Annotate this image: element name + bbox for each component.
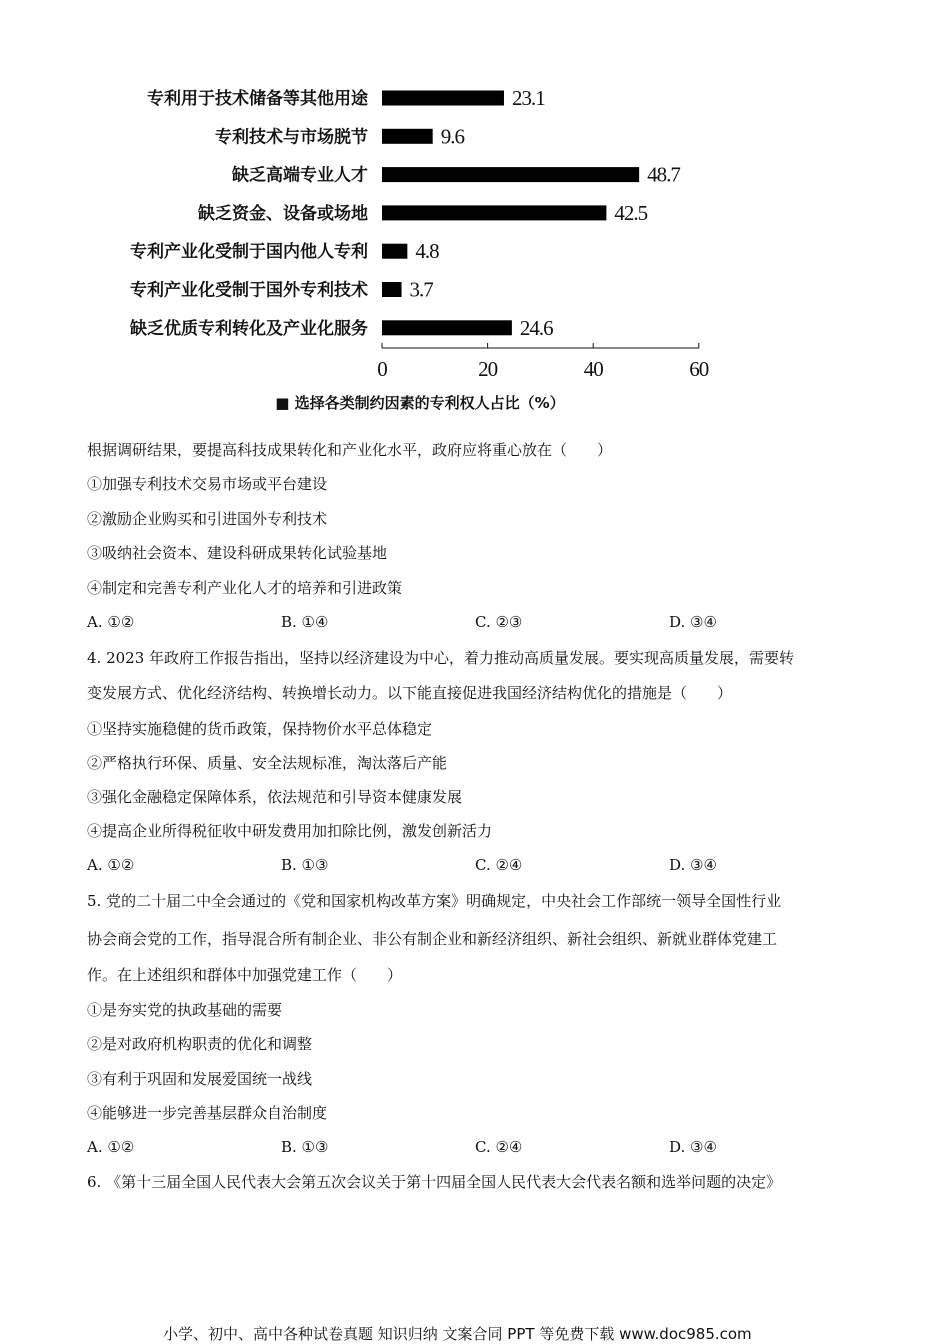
q5-option-a: A. ①②: [87, 1138, 135, 1156]
q6-stem-line-1: 6. 《第十三届全国人民代表大会第五次会议关于第十四届全国人民代表大会代表名额和选举问题的决定》: [87, 1173, 782, 1191]
bar: [382, 205, 606, 220]
q3-option-c: C. ②③: [475, 613, 523, 631]
bar: [382, 320, 512, 335]
data-label: 48.7: [647, 162, 680, 187]
q4-stem-line-2: 变发展方式、优化经济结构、转换增长动力。以下能直接促进我国经济结构优化的措施是（ ）: [87, 684, 733, 702]
x-tick-label: 60: [689, 357, 709, 381]
q3-stem: 根据调研结果，要提高科技成果转化和产业化水平，政府应将重心放在（ ）: [87, 441, 613, 459]
q3-option-b: B. ①④: [281, 613, 329, 631]
category-label: 专利用于技术储备等其他用途: [147, 89, 368, 109]
q5-stem-line-2: 协会商会党的工作，指导混合所有制企业、非公有制企业和新经济组织、新社会组织、新就业群体党建工: [87, 930, 778, 948]
q5-item-1: ①是夯实党的执政基础的需要: [87, 1001, 283, 1019]
q4-option-c: C. ②④: [475, 856, 523, 874]
x-tick-label: 0: [377, 357, 387, 381]
q4-item-4: ④提高企业所得税征收中研发费用加扣除比例，激发创新活力: [87, 822, 493, 840]
bar: [382, 129, 433, 144]
q5-stem-line-1: 5. 党的二十届二中全会通过的《党和国家机构改革方案》明确规定，中央社会工作部统一领导全国性行业: [87, 892, 782, 910]
category-label: 专利技术与市场脱节: [215, 127, 368, 148]
data-label: 9.6: [440, 124, 464, 149]
data-label: 24.6: [519, 315, 553, 340]
q5-option-b: B. ①③: [281, 1138, 329, 1156]
bar: [382, 91, 504, 106]
bar: [382, 282, 402, 297]
q5-item-2: ②是对政府机构职责的优化和调整: [87, 1035, 313, 1053]
footer-text: 小学、初中、高中各种试卷真题 知识归纳 文案合同 PPT 等免费下载 www.doc985.com: [163, 1325, 752, 1343]
data-label: 23.1: [511, 86, 545, 110]
x-tick-label: 20: [478, 357, 498, 381]
category-label: 专利产业化受制于国内他人专利: [130, 242, 368, 263]
q4-option-a: A. ①②: [87, 856, 135, 874]
data-label: 3.7: [409, 277, 433, 302]
q3-item-1: ①加强专利技术交易市场或平台建设: [87, 475, 328, 493]
category-label: 缺乏高端专业人才: [232, 165, 368, 186]
x-tick-label: 40: [583, 357, 603, 381]
q4-option-b: B. ①③: [281, 856, 329, 874]
q3-item-3: ③吸纳社会资本、建设科研成果转化试验基地: [87, 544, 388, 562]
q5-item-3: ③有利于巩固和发展爱国统一战线: [87, 1070, 313, 1088]
data-label: 42.5: [614, 200, 648, 225]
q5-option-c: C. ②④: [475, 1138, 523, 1156]
q4-stem-line-1: 4. 2023 年政府工作报告指出，坚持以经济建设为中心，着力推动高质量发展。要实现高质量发展，需要转: [87, 649, 795, 667]
q3-item-4: ④制定和完善专利产业化人才的培养和引进政策: [87, 579, 403, 597]
data-label: 4.8: [415, 239, 439, 264]
q5-option-d: D. ③④: [669, 1138, 717, 1156]
q3-option-a: A. ①②: [87, 613, 135, 631]
q4-item-1: ①坚持实施稳健的货币政策，保持物价水平总体稳定: [87, 720, 433, 738]
q3-item-2: ②激励企业购买和引进国外专利技术: [87, 510, 328, 528]
q5-stem-line-3: 作。在上述组织和群体中加强党建工作（ ）: [87, 966, 403, 984]
legend-label: ■ 选择各类制约因素的专利权人占比（%）: [275, 394, 565, 412]
q4-option-d: D. ③④: [669, 856, 717, 874]
q4-item-2: ②严格执行环保、质量、安全法规标准，淘汰落后产能: [87, 754, 448, 772]
q3-option-d: D. ③④: [669, 613, 717, 631]
q4-item-3: ③强化金融稳定保障体系，依法规范和引导资本健康发展: [87, 788, 463, 806]
category-label: 缺乏资金、设备或场地: [198, 203, 368, 224]
bar: [382, 167, 639, 182]
category-label: 缺乏优质专利转化及产业化服务: [130, 318, 368, 339]
q5-item-4: ④能够进一步完善基层群众自治制度: [87, 1104, 328, 1122]
bar-chart: [80, 70, 780, 420]
category-label: 专利产业化受制于国外专利技术: [130, 280, 368, 301]
bar: [382, 244, 407, 259]
